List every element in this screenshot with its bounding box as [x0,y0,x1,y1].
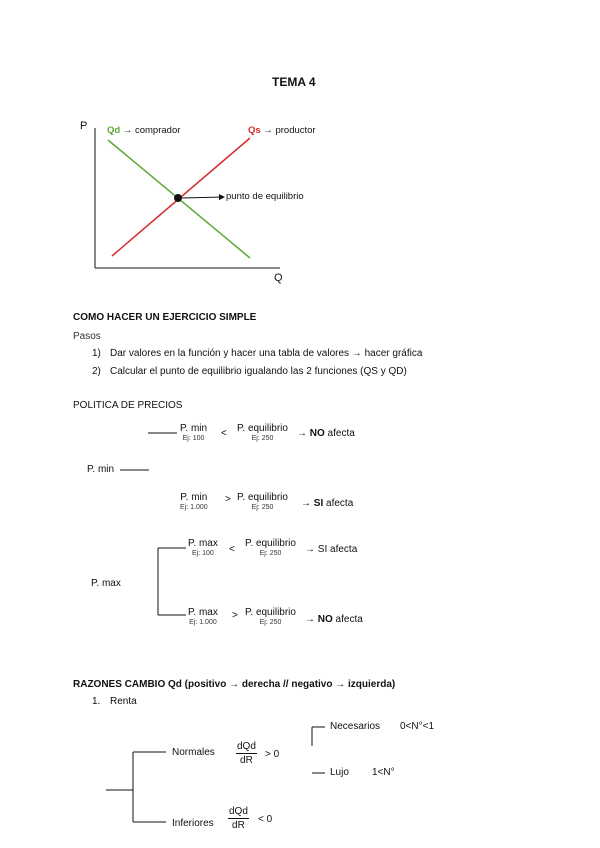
normales-label: Normales [172,747,215,758]
step-1-num: 1) [92,348,101,359]
renta-num: 1. [92,696,101,707]
row1-b: P. equilibrio Ej: 250 [237,423,288,442]
step-2-text: Calcular el punto de equilibrio igualando las 2 funciones (QS y QD) [110,366,407,377]
row3-op: < [229,544,235,555]
section2-heading: POLITICA DE PRECIOS [73,400,183,411]
row3-result: → SI afecta [305,544,358,555]
row4-a: P. max Ej: 1.000 [188,607,218,626]
equilibrium-label: punto de equilibrio [226,191,304,202]
row2-op: > [225,494,231,505]
inferiores-rel: < 0 [258,814,273,825]
necesarios-label: Necesarios [330,721,381,732]
row3-a: P. max Ej: 100 [188,538,218,557]
y-axis-label: P [80,120,88,132]
section1-intro: Pasos [73,331,101,342]
equilibrium-arrow [182,197,224,198]
row1-result: → NO afecta [297,428,355,439]
section1-heading: COMO HACER UN EJERCICIO SIMPLE [73,312,257,323]
page-title: TEMA 4 [272,75,316,89]
row1-a: P. min Ej: 100 [180,423,208,442]
step-1-text: Dar valores en la función y hacer una tabla de valores → hacer gráfica [110,348,423,359]
normales-fraction: dQd dR [237,741,256,766]
row2-a: P. min Ej: 1.000 [180,492,208,511]
lujo-label: Lujo [330,767,349,778]
pmax-label: P. max [91,578,121,589]
row4-op: > [232,610,238,621]
necesarios-cond: 0<N°<1 [400,721,435,732]
renta-label: Renta [110,696,137,707]
row2-result: → SI afecta [301,498,354,509]
normales-rel: > 0 [265,749,280,760]
step-2-num: 2) [92,366,101,377]
row4-result: → NO afecta [305,614,363,625]
demand-label: Qd → comprador [107,125,181,136]
inferiores-fraction: dQd dR [229,806,248,831]
pmin-label: P. min [87,464,115,475]
x-axis-label: Q [274,272,283,284]
row1-op: < [221,428,227,439]
row2-b: P. equilibrio Ej: 250 [237,492,288,511]
supply-label: Qs → productor [248,125,316,136]
lujo-cond: 1<N° [372,767,395,778]
section3-heading: RAZONES CAMBIO Qd (positivo → derecha // negativo → izquierda) [73,679,396,690]
row3-b: P. equilibrio Ej: 250 [245,538,296,557]
row4-b: P. equilibrio Ej: 250 [245,607,296,626]
equilibrium-point [174,194,182,202]
inferiores-label: Inferiores [172,818,214,829]
